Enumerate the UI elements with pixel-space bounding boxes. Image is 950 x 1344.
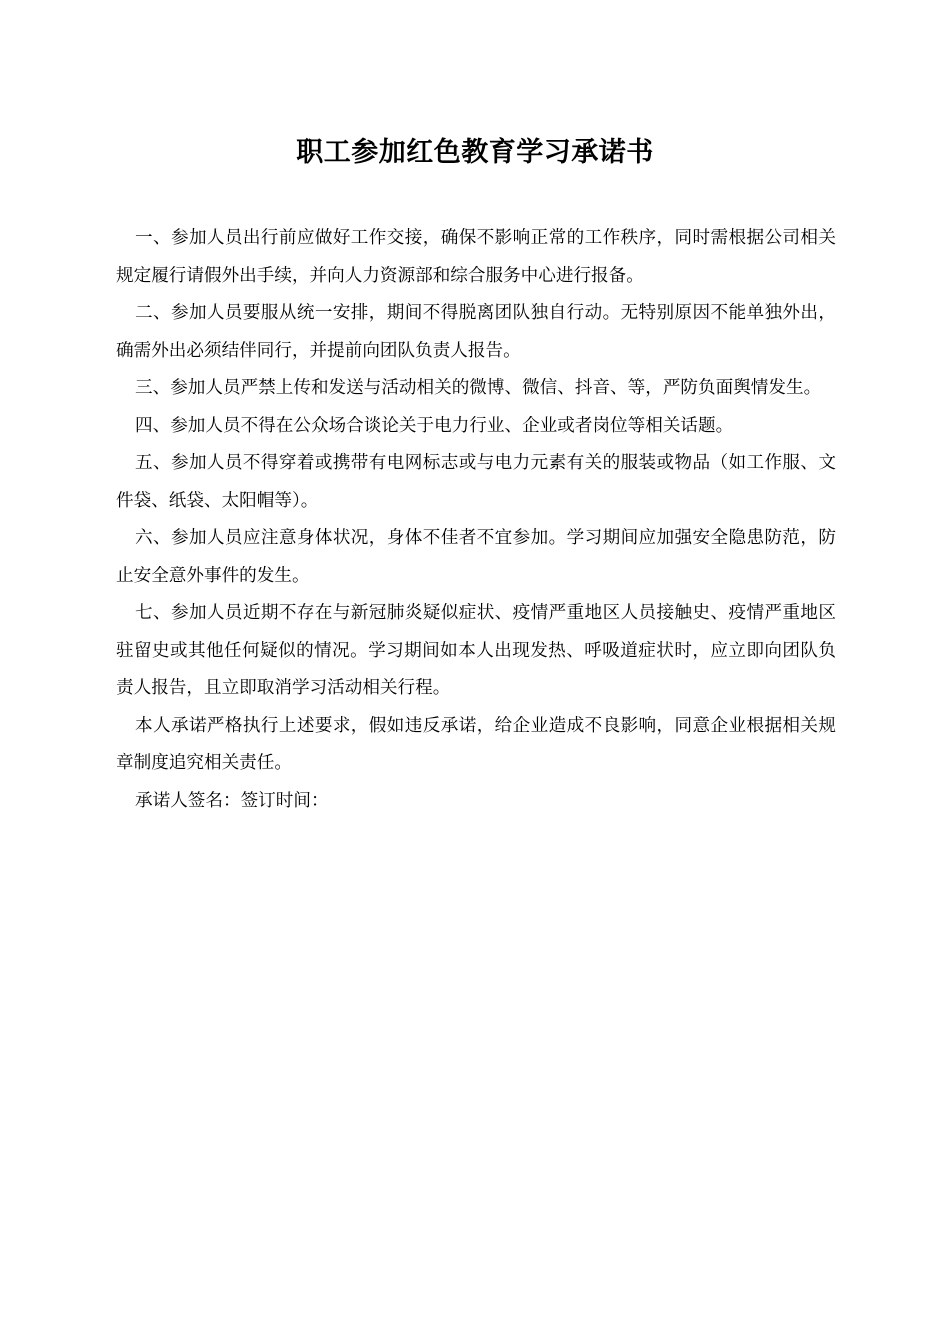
document-body <box>116 220 836 820</box>
document-title: 职工参加红色教育学习承诺书 <box>296 137 654 168</box>
commitment-statement: 本人承诺严格执行上述要求，假如违反承诺，给企业造成不良影响，同意企业根据相关规章制度追究相关责任。 <box>116 715 836 773</box>
clause-4: 四、参加人员不得在公众场合谈论关于电力行业、企业或者岗位等相关话题。 <box>135 415 734 436</box>
clause-5: 五、参加人员不得穿着或携带有电网标志或与电力元素有关的服装或物品（如工作服、文件袋、纸袋、太阳帽等）。 <box>116 453 836 511</box>
clause-6: 六、参加人员应注意身体状况，身体不佳者不宜参加。学习期间应加强安全隐患防范，防止安全意外事件的发生。 <box>116 528 836 586</box>
signature-line: 承诺人签名：签订时间： <box>135 790 329 811</box>
clause-1: 一、参加人员出行前应做好工作交接，确保不影响正常的工作秩序，同时需根据公司相关规定履行请假外出手续，并向人力资源部和综合服务中心进行报备。 <box>116 228 836 286</box>
clause-7: 七、参加人员近期不存在与新冠肺炎疑似症状、疫情严重地区人员接触史、疫情严重地区驻留史或其他任何疑似的情况。学习期间如本人出现发热、呼吸道症状时，应立即向团队负责人报告，且立即取消学习活动相关行程。 <box>116 603 836 698</box>
clause-2: 二、参加人员要服从统一安排，期间不得脱离团队独自行动。无特别原因不能单独外出，确需外出必须结伴同行，并提前向团队负责人报告。 <box>116 303 836 361</box>
clause-3: 三、参加人员严禁上传和发送与活动相关的微博、微信、抖音、等，严防负面舆情发生。 <box>135 378 822 398</box>
